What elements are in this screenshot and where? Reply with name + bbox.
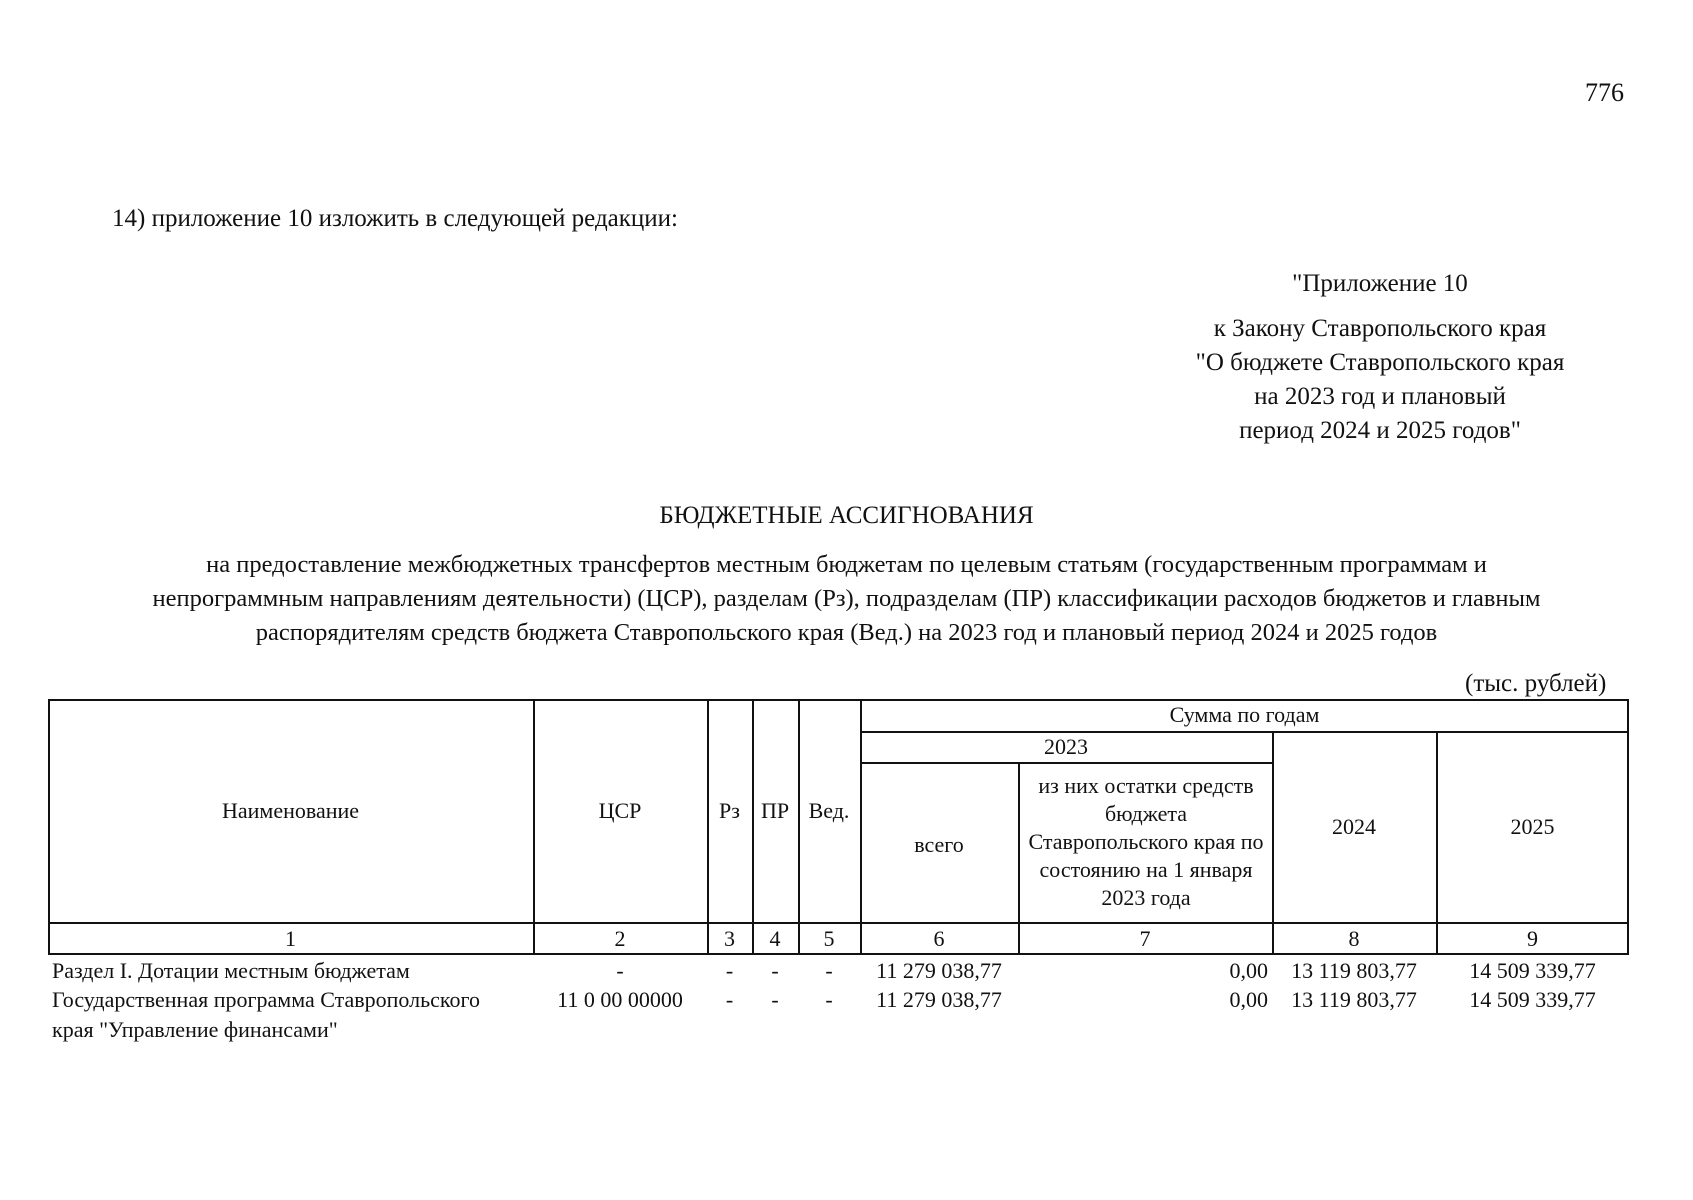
column-number: 1 — [285, 925, 296, 951]
row-sum-2025: 14 509 339,77 — [1469, 958, 1596, 983]
document-title: БЮДЖЕТНЫЕ АССИГНОВАНИЯ — [659, 502, 1034, 529]
subtitle-line: распорядителям средств бюджета Ставропольского края (Вед.) на 2023 год и плановый период 2024 и 2025 годов — [255, 619, 1438, 646]
column-number: 4 — [769, 925, 781, 951]
column-number: 2 — [614, 925, 626, 951]
header-name: Наименование — [221, 797, 360, 823]
row-name: Раздел I. Дотации местным бюджетам — [52, 958, 410, 983]
row-total-2023: 11 279 038,77 — [876, 987, 1002, 1012]
row-remains-2023: 0,00 — [1229, 987, 1268, 1012]
row-sum-2024: 13 119 803,77 — [1291, 958, 1417, 983]
column-number: 7 — [1139, 925, 1151, 951]
row-sum-2024: 13 119 803,77 — [1291, 987, 1417, 1012]
header-year-2025: 2025 — [1510, 813, 1555, 839]
row-pr: - — [771, 958, 779, 983]
header-rz: Рз — [719, 797, 740, 823]
annex-line: "О бюджете Ставропольского края — [1195, 349, 1565, 376]
annex-line: на 2023 год и плановый — [1254, 383, 1506, 410]
column-number: 6 — [933, 925, 945, 951]
units-label: (тыс. рублей) — [1465, 670, 1607, 697]
annex-line: к Закону Ставропольского края — [1213, 315, 1547, 342]
header-pr: ПР — [760, 797, 790, 823]
row-name: Государственная программа Ставропольского — [52, 987, 480, 1012]
column-number: 5 — [823, 925, 835, 951]
row-csr: - — [616, 958, 624, 983]
header-remains: из них остатки средств бюджета Ставропольского края по состоянию на 1 января 2023 года — [1028, 773, 1264, 910]
column-number: 9 — [1527, 925, 1538, 951]
row-pr: - — [771, 987, 779, 1012]
header-ved: Вед. — [808, 797, 850, 823]
row-remains-2023: 0,00 — [1229, 958, 1268, 983]
document-subtitle — [50, 548, 1643, 650]
row-sum-2025: 14 509 339,77 — [1469, 987, 1596, 1012]
row-ved: - — [825, 958, 833, 983]
amendment-text: 14) приложение 10 изложить в следующей редакции: — [112, 205, 678, 232]
column-number: 8 — [1348, 925, 1360, 951]
annex-line: период 2024 и 2025 годов" — [1239, 417, 1521, 444]
row-csr: 11 0 00 00000 — [557, 987, 683, 1012]
annex-caption — [1160, 312, 1600, 448]
page-number: 776 — [1585, 78, 1624, 107]
header-year-2023: 2023 — [1044, 733, 1088, 759]
header-total: всего — [914, 832, 964, 857]
row-name-continued: края "Управление финансами" — [52, 1017, 338, 1042]
subtitle-line: непрограммным направлениям деятельности) (ЦСР), разделам (Рз), подразделам (ПР) классификации расходов бюджетов и главным — [152, 585, 1541, 612]
row-rz: - — [725, 987, 734, 1012]
header-csr: ЦСР — [598, 797, 642, 823]
row-ved: - — [825, 987, 833, 1012]
row-total-2023: 11 279 038,77 — [876, 958, 1002, 983]
column-number: 3 — [724, 925, 735, 951]
subtitle-line: на предоставление межбюджетных трансфертов местным бюджетам по целевым статьям (государственным программам и — [206, 551, 1487, 578]
annex-title: "Приложение 10 — [1292, 270, 1468, 297]
header-sum-by-years: Сумма по годам — [1169, 702, 1320, 727]
header-year-2024: 2024 — [1332, 813, 1376, 839]
row-rz: - — [725, 958, 734, 983]
